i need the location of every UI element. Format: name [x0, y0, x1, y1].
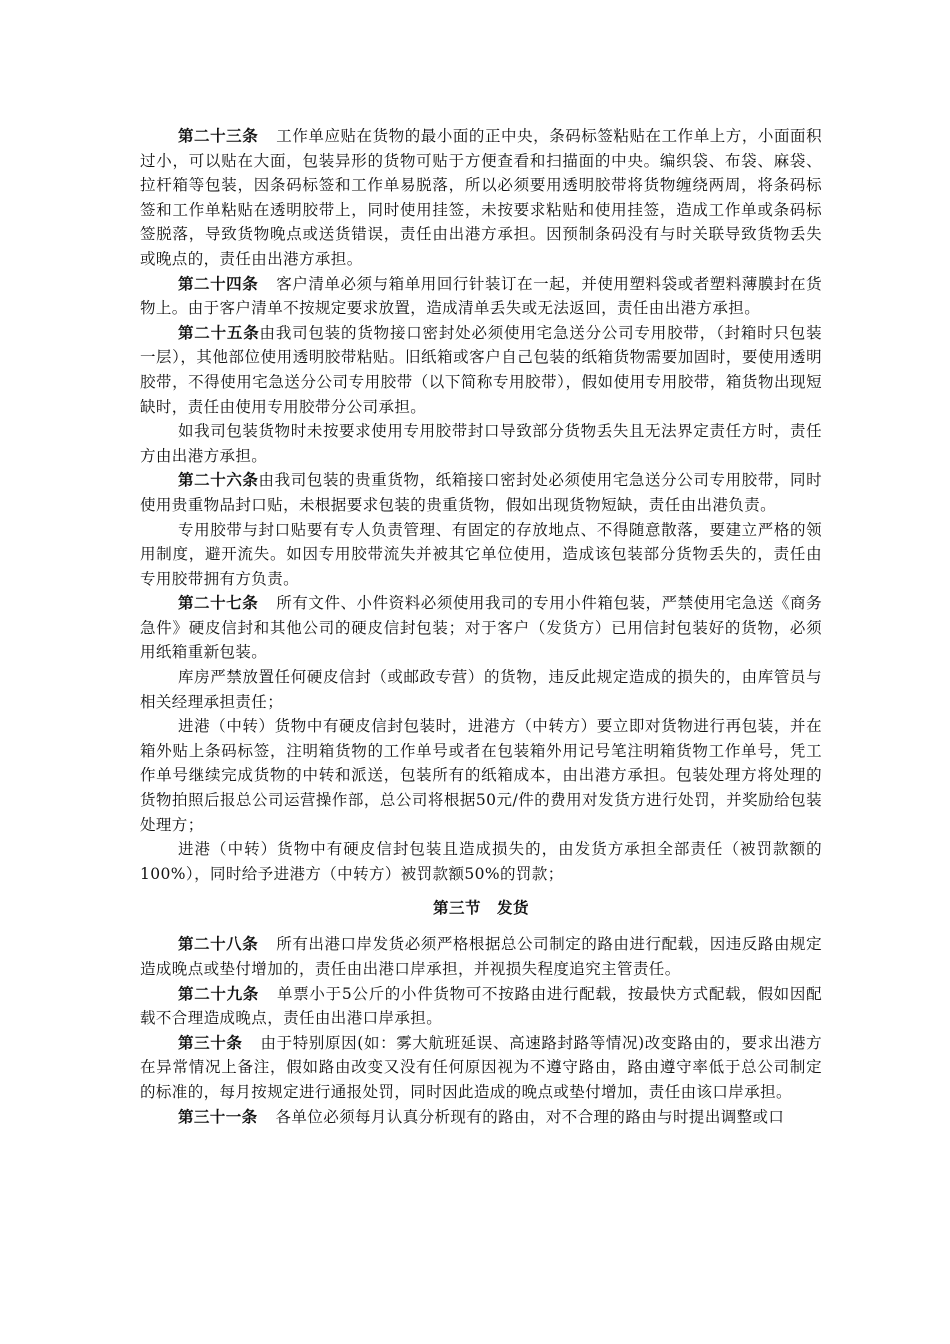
article-24-paragraph — [140, 272, 822, 321]
article-25-supplement — [140, 419, 822, 468]
paragraph-text: 进港（中转）货物中有硬皮信封包装时，进港方（中转方）要立即对货物进行再包装，并在箱外贴上条码标签，注明箱货物的工作单号或者在包装箱外用记号笔注明箱货物工作单号，凭工作单号继续完成货物的中转和派送，包装所有的纸箱成本，由出港方承担。包装处理方将处理的货物拍照后报总公司运营操作部，总公司将根据50元/件的费用对发货方进行处罚，并奖励给包装处理方； — [140, 717, 822, 834]
article-number: 第三十一条 — [178, 1106, 258, 1126]
article-number: 第二十九条 — [178, 983, 260, 1003]
article-text: 所有出港口岸发货必须严格根据总公司制定的路由进行配载，因违反路由规定造成晚点或垫付增加的，责任由出港口岸承担，并视损失程度追究主管责任。 — [140, 935, 822, 978]
article-25-paragraph — [140, 321, 822, 419]
article-number: 第二十八条 — [178, 934, 259, 954]
article-26-paragraph — [140, 468, 822, 517]
article-27-supplement-1 — [140, 665, 822, 714]
article-number: 第三十条 — [178, 1032, 243, 1052]
article-27-supplement-2 — [140, 714, 822, 837]
article-number: 第二十六条 — [178, 470, 259, 490]
article-26-supplement — [140, 518, 822, 592]
article-text: 由我司包装的货物接口密封处必须使用宅急送分公司专用胶带，（封箱时只包装一层），其他部位使用透明胶带粘贴。旧纸箱或客户自己包装的纸箱货物需要加固时，要使用透明胶带，不得使用宅急送分公司专用胶带（以下简称专用胶带），假如使用专用胶带，箱货物出现短缺时，责任由使用专用胶带分公司承担。 — [140, 323, 822, 416]
article-number: 第二十五条 — [178, 322, 260, 342]
paragraph-text: 进港（中转）货物中有硬皮信封包装且造成损失的，由发货方承担全部责任（被罚款额的100%），同时给予进港方（中转方）被罚款额50%的罚款； — [140, 840, 822, 883]
article-27-paragraph — [140, 591, 822, 665]
article-text: 客户清单必须与箱单用回行针装订在一起，并使用塑料袋或者塑料薄膜封在货物上。由于客户清单不按规定要求放置，造成清单丢失或无法返回，责任由出港方承担。 — [140, 274, 822, 318]
article-text: 单票小于5公斤的小件货物可不按路由进行配载，按最快方式配载，假如因配载不合理造成晚点，责任由出港口岸承担。 — [140, 984, 822, 1028]
article-text: 由于特别原因(如：雾大航班延误、高速路封路等情况)改变路由的，要求出港方在异常情况上备注，假如路由改变又没有任何原因视为不遵守路由，路由遵守率低于总公司制定的标准的，每月按规定进行通报处罚，同时因此造成的晚点或垫付增加，责任由该口岸承担。 — [140, 1033, 822, 1101]
section-number: 第三节 — [432, 898, 481, 918]
article-28-paragraph — [140, 932, 822, 981]
article-number: 第二十四条 — [178, 273, 259, 293]
section-heading — [140, 896, 822, 920]
article-29-paragraph — [140, 982, 822, 1031]
document-page — [140, 124, 822, 1129]
article-text: 各单位必须每月认真分析现有的路由，对不合理的路由与时提出调整或口 — [275, 1107, 785, 1126]
paragraph-text: 专用胶带与封口贴要有专人负责管理、有固定的存放地点、不得随意散落，要建立严格的领用制度，避开流失。如因专用胶带流失并被其它单位使用，造成该包装部分货物丢失的，责任由专用胶带拥有方负责。 — [140, 520, 822, 588]
article-text: 工作单应贴在货物的最小面的正中央，条码标签粘贴在工作单上方，小面面积过小，可以贴在大面，包装异形的货物可贴于方便查看和扫描面的中央。编织袋、布袋、麻袋、拉杆箱等包装，因条码标签和工作单易脱落，所以必须要用透明胶带将货物缠绕两周，将条码标签和工作单粘贴在透明胶带上，同时使用挂签，未按要求粘贴和使用挂签，造成工作单或条码标签脱落，导致货物晚点或送货错误，责任由出港方承担。因预制条码没有与时关联导致货物丢失或晚点的，责任由出港方承担。 — [140, 127, 822, 268]
article-23-paragraph — [140, 124, 822, 272]
article-text: 由我司包装的贵重货物，纸箱接口密封处必须使用宅急送分公司专用胶带，同时使用贵重物品封口贴，未根据要求包装的贵重货物，假如出现货物短缺，责任由出港负责。 — [140, 471, 822, 514]
section-title: 发货 — [497, 898, 530, 918]
article-31-paragraph — [140, 1105, 822, 1130]
article-number: 第二十三条 — [178, 126, 259, 145]
paragraph-text: 库房严禁放置任何硬皮信封（或邮政专营）的货物，违反此规定造成的损失的，由库管员与相关经理承担责任； — [140, 668, 822, 711]
article-30-paragraph — [140, 1031, 822, 1105]
article-number: 第二十七条 — [178, 593, 259, 613]
article-text: 所有文件、小件资料必须使用我司的专用小件箱包装，严禁使用宅急送《商务急件》硬皮信封和其他公司的硬皮信封包装；对于客户（发货方）已用信封包装好的货物，必须用纸箱重新包装。 — [140, 594, 822, 662]
article-27-supplement-3 — [140, 837, 822, 886]
paragraph-text: 如我司包装货物时未按要求使用专用胶带封口导致部分货物丢失且无法界定责任方时，责任方由出港方承担。 — [140, 422, 822, 465]
